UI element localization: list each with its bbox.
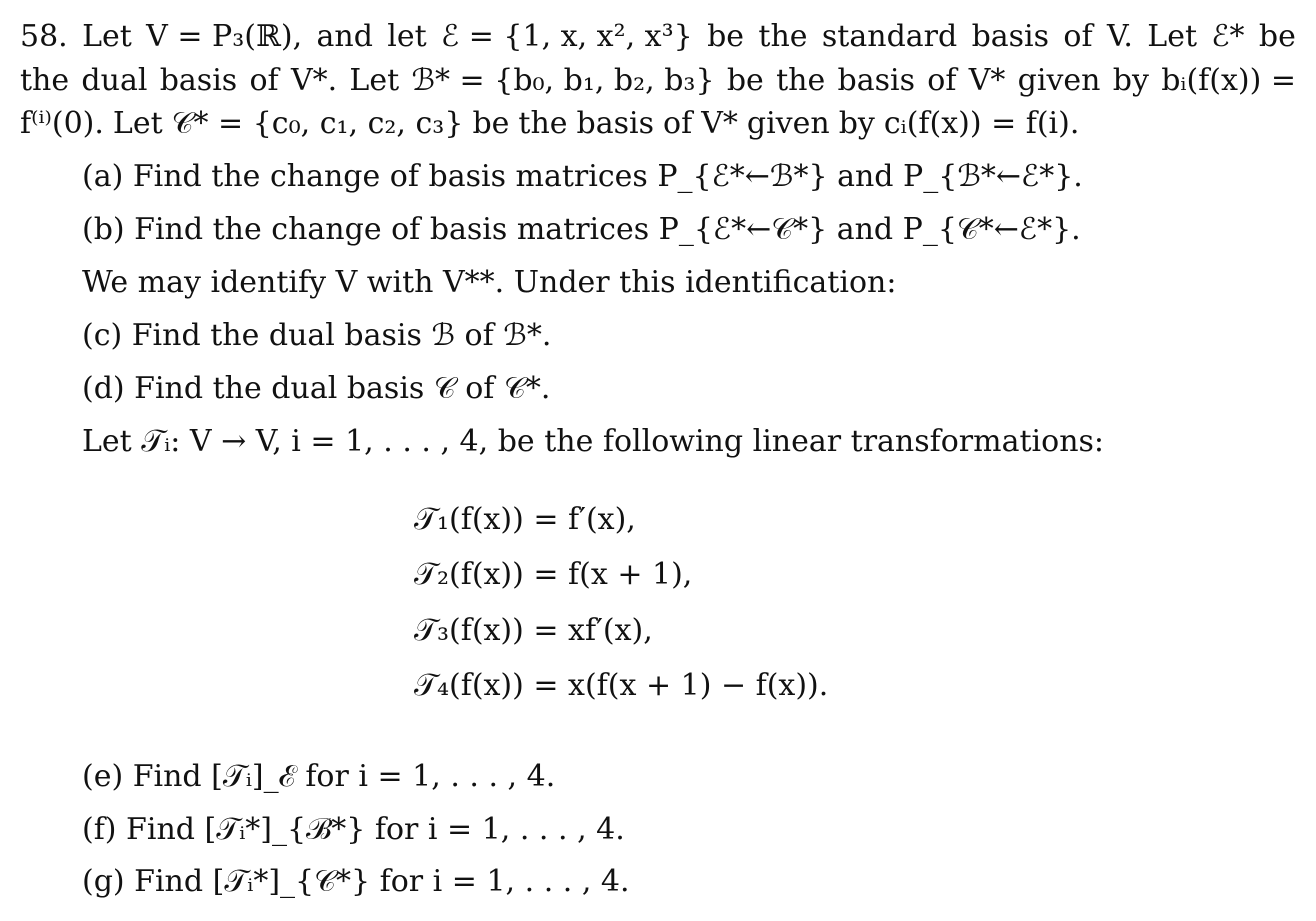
problem-token: by: [838, 106, 875, 141]
problem-token: basis: [159, 63, 238, 98]
problem-token: be: [707, 19, 745, 54]
problem-token: V*.: [290, 63, 338, 98]
part-e: (e) Find [𝒯ᵢ]_ℰ for i = 1, . . . , 4.: [82, 759, 556, 794]
problem-token: of: [927, 63, 957, 98]
equation-t1: 𝒯₁(f(x)) = f′(x),: [414, 502, 636, 537]
problem-token: the: [518, 106, 568, 141]
part-f: (f) Find [𝒯ᵢ*]_{ℬ*} for i = 1, . . . , 4.: [82, 812, 625, 847]
problem-token: V.: [1106, 19, 1133, 54]
problem-token: 58.: [20, 19, 68, 54]
problem-token: bᵢ(f(x)) =: [1161, 63, 1296, 98]
problem-token: of: [663, 106, 693, 141]
problem-token: basis: [971, 19, 1050, 54]
problem-token: ℰ*: [1211, 19, 1245, 54]
problem-token: dual: [81, 63, 148, 98]
problem-token: 𝒞* = {c₀, c₁, c₂, c₃}: [171, 106, 464, 141]
problem-token: by: [1112, 63, 1149, 98]
problem-token: given: [746, 106, 830, 141]
equation-t4: 𝒯₄(f(x)) = x(f(x + 1) − f(x)).: [414, 668, 829, 703]
problem-token: V*: [968, 63, 1006, 98]
problem-token: be: [1258, 19, 1296, 54]
problem-token: cᵢ(f(x)) = f(i).: [883, 106, 1080, 141]
identification-statement: We may identify V with V**. Under this identification:: [82, 265, 897, 300]
part-c: (c) Find the dual basis ℬ of ℬ*.: [82, 318, 552, 353]
problem-token: basis: [576, 106, 655, 141]
problem-token: Let: [1147, 19, 1197, 54]
problem-token: the: [20, 63, 70, 98]
problem-token: and: [316, 19, 373, 54]
problem-token: be: [726, 63, 764, 98]
problem-line-2: [20, 63, 1296, 98]
part-g: (g) Find [𝒯ᵢ*]_{𝒞*} for i = 1, . . . , 4.: [82, 864, 630, 899]
part-b: (b) Find the change of basis matrices P_{ℰ*←𝒞*} and P_{𝒞*←ℰ*}.: [82, 212, 1081, 247]
problem-token: ℰ = {1, x, x², x³}: [441, 19, 693, 54]
problem-line-1: [20, 19, 1296, 54]
problem-token: V*: [701, 106, 738, 141]
equation-t3: 𝒯₃(f(x)) = xf′(x),: [414, 613, 653, 648]
part-a: (a) Find the change of basis matrices P_{ℰ*←ℬ*} and P_{ℬ*←ℰ*}.: [82, 159, 1083, 194]
problem-token: the: [776, 63, 826, 98]
problem-token: given: [1017, 63, 1101, 98]
part-d: (d) Find the dual basis 𝒞 of 𝒞*.: [82, 371, 551, 406]
problem-token: let: [387, 19, 427, 54]
problem-line-3: [20, 106, 1080, 141]
problem-token: Let: [82, 19, 132, 54]
problem-token: Let: [349, 63, 400, 98]
problem-token: be: [472, 106, 510, 141]
equation-t2: 𝒯₂(f(x)) = f(x + 1),: [414, 557, 693, 592]
problem-token: f⁽ⁱ⁾(0).: [20, 106, 104, 141]
problem-token: ℬ* = {b₀, b₁, b₂, b₃}: [411, 63, 715, 98]
problem-token: basis: [837, 63, 915, 98]
problem-token: Let: [112, 106, 163, 141]
problem-token: of: [1063, 19, 1093, 54]
transformations-intro: Let 𝒯ᵢ: V → V, i = 1, . . . , 4, be the following linear transformations:: [82, 424, 1105, 459]
problem-token: the: [758, 19, 808, 54]
problem-token: V = P₃(ℝ),: [146, 19, 303, 54]
problem-token: of: [249, 63, 279, 98]
problem-token: standard: [821, 19, 958, 54]
